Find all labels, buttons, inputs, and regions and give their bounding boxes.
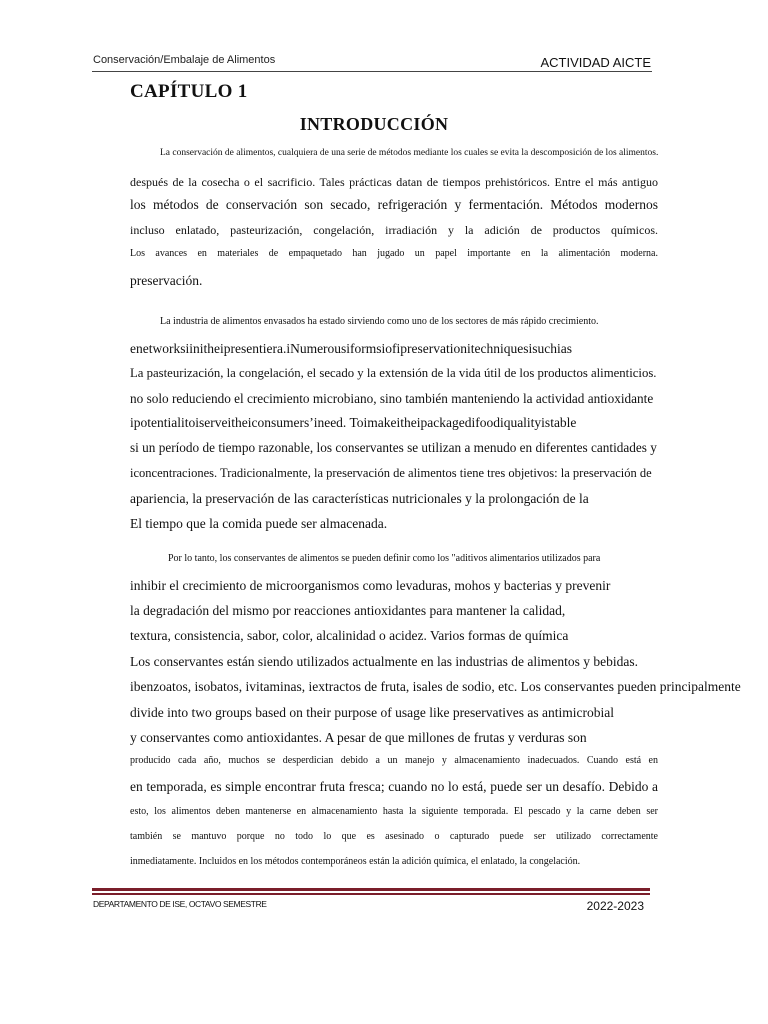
body-line: producido cada año, muchos se desperdician debido a un manejo y almacenamiento inadecuados. Cuando está en bbox=[130, 755, 658, 766]
body-line: inhibir el crecimiento de microorganismos como levaduras, mohos y bacterias y prevenir bbox=[130, 578, 611, 593]
body-line: esto, los alimentos deben mantenerse en almacenamiento hasta la siguiente temporada. El pescado y la carne deben ser bbox=[130, 806, 658, 817]
body-line: La conservación de alimentos, cualquiera de una serie de métodos mediante los cuales se evita la descomposición de los alimentos. bbox=[160, 148, 659, 158]
body-line: El tiempo que la comida puede ser almacenada. bbox=[130, 516, 388, 531]
body-line: La pasteurización, la congelación, el secado y la extensión de la vida útil de los productos alimenticios. bbox=[130, 366, 657, 380]
body-line: divide into two groups based on their purpose of usage like preservatives as antimicrobial bbox=[130, 705, 615, 720]
body-line: Por lo tanto, los conservantes de alimentos se pueden definir como los "aditivos alimentarios utilizados para bbox=[168, 553, 601, 564]
body-line: ipotentialitoiserveitheiconsumers’ineed. Toimakeitheipackagedifoodiqualityistable bbox=[130, 415, 577, 430]
body-line: enetworksiinitheipresentiera.iNumerousiformsiofipreservationitechniquesisuchias bbox=[130, 341, 572, 356]
footer-year: 2022-2023 bbox=[586, 899, 644, 913]
body-line: textura, consistencia, sabor, color, alcalinidad o acidez. Varios formas de química bbox=[130, 628, 569, 643]
body-line: también se mantuvo porque no todo lo que es asesinado o capturado puede ser utilizado correctamente bbox=[130, 831, 658, 842]
body-line: inmediatamente. Incluidos en los métodos contemporáneos están la adición química, el enlatado, la congelación. bbox=[130, 856, 581, 867]
chapter-heading: CAPÍTULO 1 bbox=[130, 81, 248, 102]
running-header-title: Conservación/Embalaje de Alimentos bbox=[93, 54, 276, 66]
body-line: ibenzoatos, isobatos, ivitaminas, iextractos de fruta, isales de sodio, etc. Los conservantes pueden principalmente bbox=[130, 679, 741, 694]
body-line: la degradación del mismo por reacciones antioxidantes para mantener la calidad, bbox=[130, 603, 566, 618]
body-line: incluso enlatado, pasteurización, congelación, irradiación y la adición de productos químicos. bbox=[130, 223, 658, 237]
body-line: apariencia, la preservación de las características nutricionales y la prolongación de la bbox=[130, 491, 589, 506]
body-line: Los avances en materiales de empaquetado han jugado un papel importante en la alimentación moderna. bbox=[130, 248, 658, 259]
footer-rule bbox=[92, 888, 650, 891]
body-line: si un período de tiempo razonable, los conservantes se utilizan a menudo en diferentes cantidades y bbox=[130, 440, 657, 455]
header-rule bbox=[92, 71, 652, 72]
body-line: en temporada, es simple encontrar fruta fresca; cuando no lo está, puede ser un desafío. Debido a bbox=[130, 779, 658, 794]
body-line: y conservantes como antioxidantes. A pesar de que millones de frutas y verduras son bbox=[130, 730, 587, 745]
footer-department: DEPARTAMENTO DE ISE, OCTAVO SEMESTRE bbox=[93, 899, 267, 909]
section-title: INTRODUCCIÓN bbox=[299, 114, 449, 134]
body-line: preservación. bbox=[130, 273, 203, 288]
footer-rule bbox=[92, 893, 650, 895]
body-line: Los conservantes están siendo utilizados actualmente en las industrias de alimentos y bebidas. bbox=[130, 654, 638, 669]
body-line: no solo reduciendo el crecimiento microbiano, sino también manteniendo la actividad antioxidante bbox=[130, 391, 654, 406]
running-header-activity: ACTIVIDAD AICTE bbox=[540, 55, 651, 70]
body-line: después de la cosecha o el sacrificio. Tales prácticas datan de tiempos prehistóricos. Entre el más antiguo bbox=[130, 175, 658, 189]
body-line: iconcentraciones. Tradicionalmente, la preservación de alimentos tiene tres objetivos: la preservación de bbox=[130, 466, 652, 480]
body-line: La industria de alimentos envasados ha estado sirviendo como uno de los sectores de más rápido crecimiento. bbox=[160, 316, 599, 327]
body-line: los métodos de conservación son secado, refrigeración y fermentación. Métodos modernos bbox=[130, 197, 658, 212]
